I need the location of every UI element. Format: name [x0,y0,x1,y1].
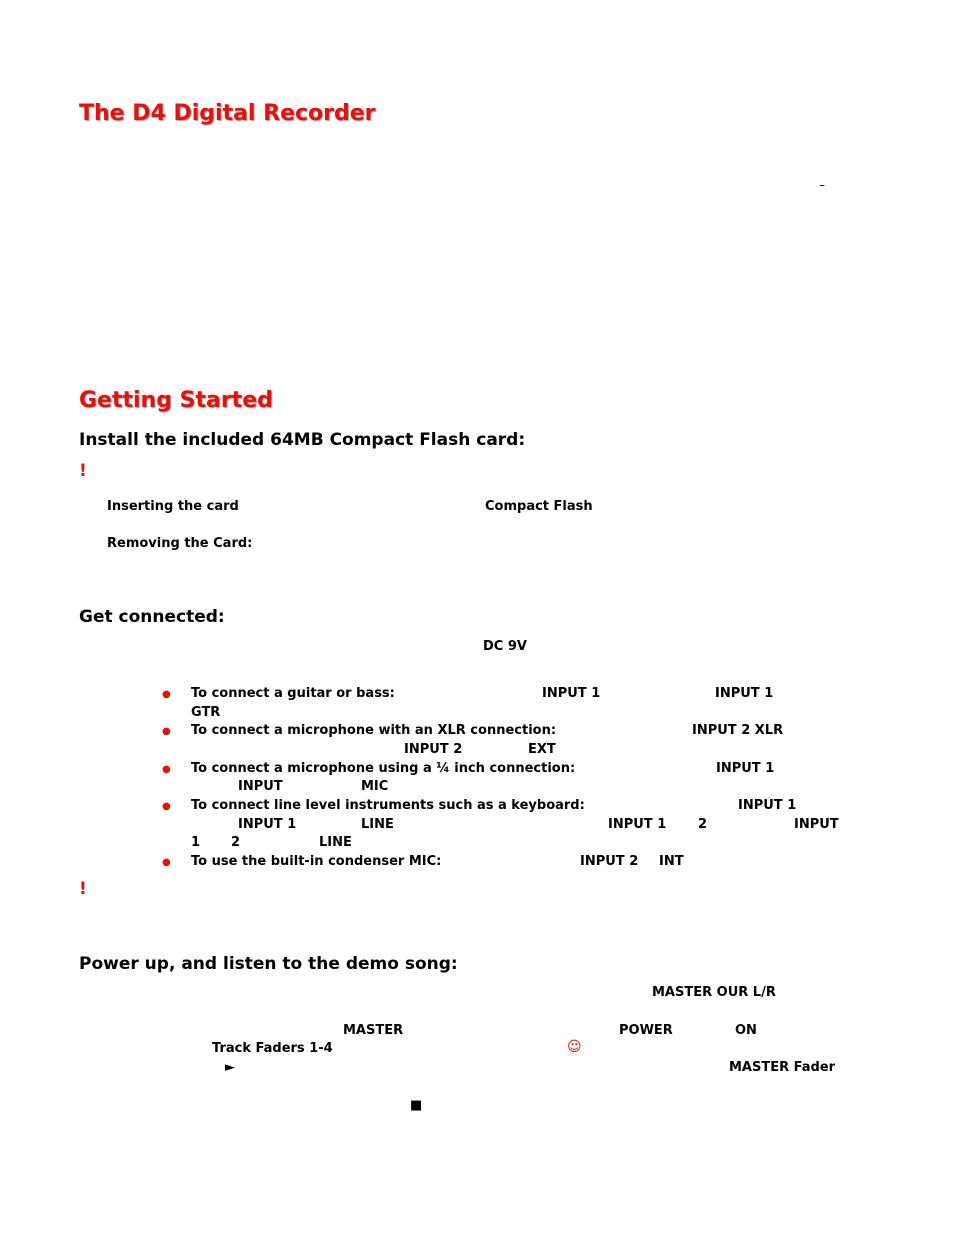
connect-item-lead: To connect line level instruments such as a keyboard: [191,798,585,813]
connect-heading: Get connected: [79,607,225,627]
power-term: Track Faders 1-4 [212,1041,333,1056]
removing-label: Removing the Card: [107,536,253,551]
warning-icon: ! [79,879,87,899]
inserting-label: Inserting the card [107,499,239,514]
connect-term: 1 [191,835,201,850]
connect-term: INPUT 1 [238,817,297,832]
power-term: MASTER [343,1023,404,1038]
connect-term: GTR [191,705,221,720]
connect-term: INPUT 2 [580,854,639,869]
stop-icon: ■ [410,1098,423,1113]
connect-term: LINE [361,817,394,832]
connect-term: 2 [231,835,241,850]
connect-term: INPUT 1 [542,686,601,701]
connect-term: INPUT [794,817,839,832]
connect-item-lead: To connect a microphone using a ¼ inch connection: [191,761,576,776]
connect-term: INPUT 2 XLR [692,723,784,738]
page-title: The D4 Digital Recorder [79,101,376,126]
connect-term: EXT [528,742,556,757]
bullet-icon: ● [162,857,171,868]
connect-term: INPUT 1 [608,817,667,832]
getting-started-heading: Getting Started [79,388,273,413]
connect-term: 2 [698,817,708,832]
connect-term: INPUT 1 [738,798,797,813]
bullet-icon: ● [162,764,171,775]
connect-term: LINE [319,835,352,850]
bullet-icon: ● [162,801,171,812]
warning-icon: ! [79,461,87,481]
power-heading: Power up, and listen to the demo song: [79,954,458,974]
connect-term: INPUT 1 [716,761,775,776]
connect-term: INT [659,854,684,869]
bullet-icon: ● [162,689,171,700]
play-icon: ► [225,1060,235,1075]
connect-term: INPUT 1 [715,686,774,701]
power-term: ON [735,1023,757,1038]
power-term: POWER [619,1023,673,1038]
connect-term: INPUT 2 [404,742,463,757]
dc-term: DC 9V [483,639,527,654]
compact-flash-term: Compact Flash [485,499,593,514]
power-term: MASTER OUR L/R [652,985,776,1000]
connect-term: MIC [361,779,389,794]
connect-item-lead: To connect a microphone with an XLR connection: [191,723,557,738]
dash-mark: – [819,178,825,192]
smiley-icon: ☺ [567,1039,582,1055]
connect-item-lead: To use the built-in condenser MIC: [191,854,442,869]
power-term: MASTER Fader [729,1060,836,1075]
connect-term: INPUT [238,779,283,794]
bullet-icon: ● [162,726,171,737]
install-heading: Install the included 64MB Compact Flash card: [79,430,526,450]
connect-item-lead: To connect a guitar or bass: [191,686,395,701]
